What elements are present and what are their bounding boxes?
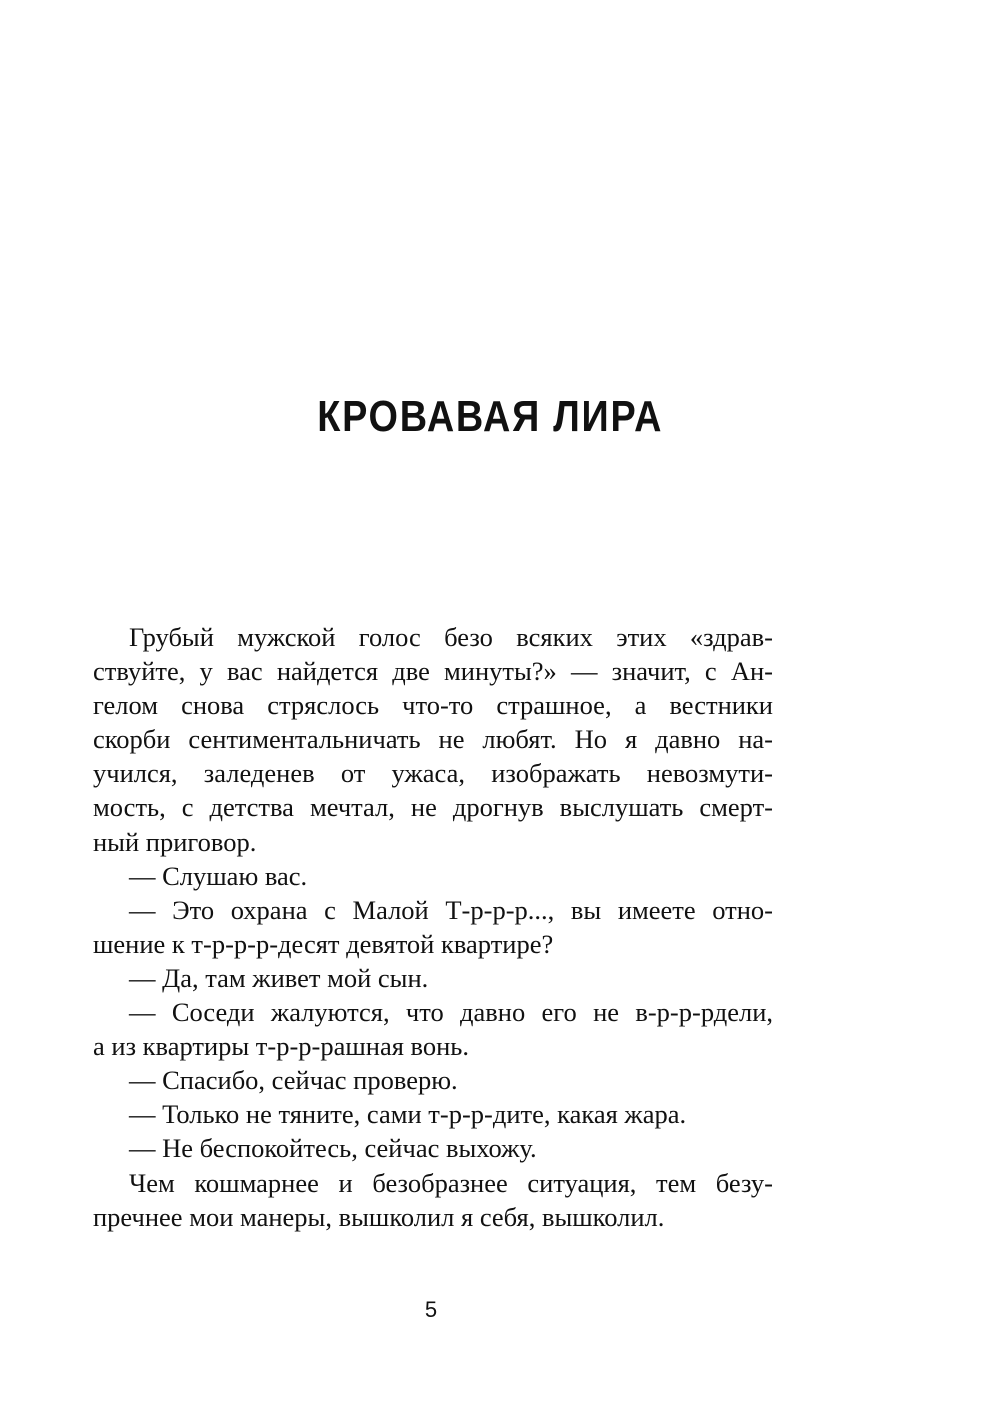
dialogue-line: — Соседи жалуются, что давно его не в-р-р-рдели, bbox=[129, 997, 773, 1028]
dialogue-line: шение к т-р-р-р-десят девятой квартире? bbox=[93, 928, 554, 959]
paragraph-line: учился, заледенев от ужаса, изображать невозмути- bbox=[93, 758, 773, 789]
paragraph-line: гелом снова стряслось что-то страшное, а вестники bbox=[93, 690, 773, 721]
paragraph-line: скорби сентиментальничать не любят. Но я давно на- bbox=[93, 724, 773, 755]
paragraph-line: пречнее мои манеры, вышколил я себя, вышколил. bbox=[93, 1201, 665, 1232]
body-text bbox=[93, 620, 773, 1234]
paragraph-line: Чем кошмарнее и безобразнее ситуация, тем безу- bbox=[129, 1167, 773, 1198]
dialogue-line: — Не беспокойтесь, сейчас выхожу. bbox=[129, 1133, 537, 1164]
paragraph-line: ный приговор. bbox=[93, 826, 257, 857]
dialogue-line: — Только не тяните, сами т-р-р-дите, какая жара. bbox=[129, 1099, 687, 1130]
dialogue-line: — Спасибо, сейчас проверю. bbox=[129, 1065, 458, 1096]
page-number: 5 bbox=[424, 1297, 438, 1322]
chapter-title: КРОВАВАЯ ЛИРА bbox=[317, 392, 664, 442]
paragraph-line: ствуйте, у вас найдется две минуты?» — значит, с Ан- bbox=[93, 656, 773, 687]
paragraph-line: Грубый мужской голос безо всяких этих «здрав- bbox=[129, 622, 773, 652]
dialogue-line: — Да, там живет мой сын. bbox=[129, 962, 429, 993]
dialogue-line: — Это охрана с Малой Т-р-р-р..., вы имеете отно- bbox=[129, 894, 773, 925]
dialogue-line: — Слушаю вас. bbox=[129, 860, 308, 891]
paragraph-line: мость, с детства мечтал, не дрогнув выслушать смерт- bbox=[93, 792, 773, 823]
dialogue-line: а из квартиры т-р-р-рашная вонь. bbox=[93, 1031, 470, 1062]
